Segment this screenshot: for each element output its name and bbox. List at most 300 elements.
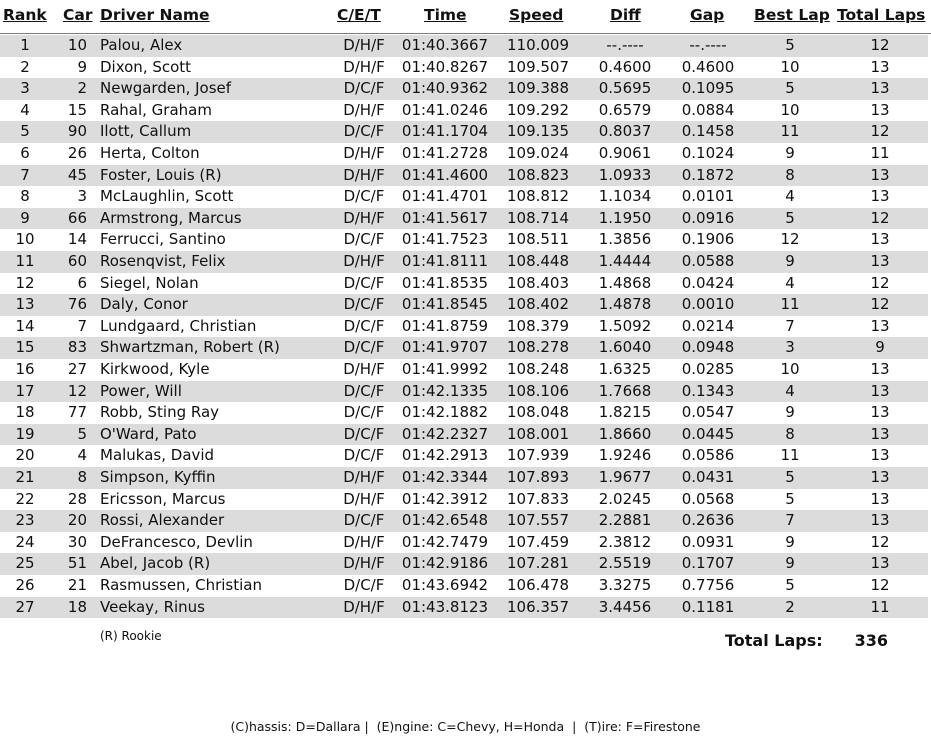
cell-cet: D/C/F — [343, 403, 385, 422]
cell-cet: D/H/F — [343, 100, 385, 119]
cell-rank: 1 — [20, 36, 30, 54]
cell-rank: 5 — [20, 122, 30, 141]
cell-cet: D/H/F — [343, 36, 385, 54]
header-cet: C/E/T — [337, 6, 381, 24]
cell-best-lap: 5 — [785, 79, 795, 98]
cell-cet: D/C/F — [343, 187, 385, 206]
cell-driver: Rahal, Graham — [100, 100, 212, 119]
table-row — [0, 186, 928, 208]
cell-diff: 0.9061 — [598, 144, 652, 162]
cell-rank: 13 — [15, 295, 35, 314]
cell-cet: D/H/F — [343, 208, 385, 227]
cell-time: 01:42.3344 — [401, 468, 489, 486]
cell-gap: 0.1458 — [681, 122, 735, 141]
cell-best-lap: 7 — [785, 316, 795, 335]
cell-gap: 0.1095 — [681, 79, 735, 98]
cell-car: 3 — [77, 187, 87, 206]
header-divider — [0, 33, 931, 34]
cell-speed: 108.402 — [506, 295, 570, 314]
cell-car: 5 — [77, 424, 87, 443]
cell-cet: D/H/F — [343, 597, 385, 616]
cell-total-laps: 9 — [875, 338, 885, 357]
cell-total-laps: 13 — [870, 554, 890, 573]
cell-best-lap: 8 — [785, 165, 795, 184]
table-row — [0, 100, 928, 122]
cell-cet: D/C/F — [343, 424, 385, 443]
cell-diff: 3.3275 — [598, 576, 652, 594]
cell-driver: Foster, Louis (R) — [100, 165, 222, 184]
cell-car: 90 — [67, 122, 87, 141]
cell-time: 01:42.3912 — [401, 489, 489, 508]
cell-rank: 22 — [15, 489, 35, 508]
cell-car: 27 — [67, 360, 87, 378]
cell-driver: Rasmussen, Christian — [100, 576, 262, 594]
cell-total-laps: 13 — [870, 468, 890, 486]
cell-time: 01:41.7523 — [401, 230, 489, 249]
header-car: Car — [63, 6, 93, 24]
cell-speed: 108.812 — [506, 187, 570, 206]
cell-gap: 0.0586 — [681, 446, 735, 465]
cell-cet: D/C/F — [343, 576, 385, 594]
header-best-lap: Best Lap — [754, 6, 830, 24]
cell-car: 7 — [77, 316, 87, 335]
cell-rank: 20 — [15, 446, 35, 465]
cell-diff: 1.9246 — [598, 446, 652, 465]
cell-total-laps: 12 — [870, 208, 890, 227]
cell-diff: 1.5092 — [598, 316, 652, 335]
cell-gap: 0.7756 — [681, 576, 735, 594]
cell-car: 4 — [77, 446, 87, 465]
cell-time: 01:42.1335 — [401, 381, 489, 400]
cell-cet: D/H/F — [343, 57, 385, 76]
cell-time: 01:40.3667 — [401, 36, 489, 54]
cell-gap: 0.2636 — [681, 511, 735, 530]
cell-cet: D/C/F — [343, 122, 385, 141]
cell-cet: D/H/F — [343, 360, 385, 378]
cell-total-laps: 13 — [870, 100, 890, 119]
header-time: Time — [424, 6, 467, 24]
cell-gap: 0.0884 — [681, 100, 735, 119]
cell-gap: 0.0101 — [681, 187, 735, 206]
cell-speed: 110.009 — [506, 36, 570, 54]
table-row — [0, 208, 928, 230]
table-row — [0, 489, 928, 511]
table-row — [0, 402, 928, 424]
cell-total-laps: 13 — [870, 381, 890, 400]
cell-speed: 107.893 — [506, 468, 570, 486]
cell-total-laps: 12 — [870, 36, 890, 54]
cell-cet: D/C/F — [343, 79, 385, 98]
cell-gap: 0.1906 — [681, 230, 735, 249]
cell-cet: D/H/F — [343, 554, 385, 573]
cell-rank: 7 — [20, 165, 30, 184]
cell-cet: D/C/F — [343, 273, 385, 292]
cell-gap: 0.0588 — [681, 252, 735, 270]
cell-car: 26 — [67, 144, 87, 162]
cell-driver: Kirkwood, Kyle — [100, 360, 210, 378]
cell-driver: Armstrong, Marcus — [100, 208, 242, 227]
cell-best-lap: 10 — [780, 100, 800, 119]
cell-gap: 0.0568 — [681, 489, 735, 508]
cell-driver: DeFrancesco, Devlin — [100, 532, 253, 551]
cell-speed: 108.248 — [506, 360, 570, 378]
cell-best-lap: 4 — [785, 381, 795, 400]
cell-car: 20 — [67, 511, 87, 530]
cell-car: 77 — [67, 403, 87, 422]
cell-car: 28 — [67, 489, 87, 508]
cell-time: 01:42.9186 — [401, 554, 489, 573]
table-row — [0, 143, 928, 165]
cell-rank: 14 — [15, 316, 35, 335]
cell-diff: 1.1034 — [598, 187, 652, 206]
cell-speed: 108.048 — [506, 403, 570, 422]
cell-rank: 17 — [15, 381, 35, 400]
cell-total-laps: 13 — [870, 165, 890, 184]
cell-time: 01:41.2728 — [401, 144, 489, 162]
cell-speed: 108.511 — [506, 230, 570, 249]
cell-diff: 1.6040 — [598, 338, 652, 357]
cell-cet: D/C/F — [343, 230, 385, 249]
cell-car: 60 — [67, 252, 87, 270]
header-diff: Diff — [610, 6, 641, 24]
cell-diff: 1.3856 — [598, 230, 652, 249]
cell-gap: --.---- — [689, 36, 727, 54]
cell-driver: Simpson, Kyffin — [100, 468, 216, 486]
cell-total-laps: 13 — [870, 230, 890, 249]
cell-rank: 6 — [20, 144, 30, 162]
cell-driver: McLaughlin, Scott — [100, 187, 234, 206]
table-row — [0, 445, 928, 467]
cell-diff: 1.4878 — [598, 295, 652, 314]
table-row — [0, 273, 928, 295]
cell-diff: 1.9677 — [598, 468, 652, 486]
cell-time: 01:41.5617 — [401, 208, 489, 227]
cell-cet: D/C/F — [343, 381, 385, 400]
cell-best-lap: 7 — [785, 511, 795, 530]
cell-best-lap: 5 — [785, 489, 795, 508]
table-row — [0, 251, 928, 273]
header-total-laps: Total Laps — [837, 6, 926, 24]
cell-driver: Robb, Sting Ray — [100, 403, 220, 422]
cell-car: 12 — [67, 381, 87, 400]
cell-diff: 1.0933 — [598, 165, 652, 184]
cell-cet: D/H/F — [343, 252, 385, 270]
cell-total-laps: 13 — [870, 79, 890, 98]
cell-speed: 108.403 — [506, 273, 570, 292]
cell-cet: D/H/F — [343, 532, 385, 551]
table-row — [0, 575, 928, 597]
cell-best-lap: 10 — [780, 360, 800, 378]
table-row — [0, 316, 928, 338]
cell-driver: Ilott, Callum — [100, 122, 192, 141]
cell-total-laps: 12 — [870, 532, 890, 551]
table-row — [0, 229, 928, 251]
cell-diff: 1.4444 — [598, 252, 652, 270]
cell-car: 18 — [67, 597, 87, 616]
cell-best-lap: 11 — [780, 446, 800, 465]
total-laps-value: 336 — [854, 631, 888, 650]
cell-rank: 12 — [15, 273, 35, 292]
cell-speed: 106.357 — [506, 597, 570, 616]
cell-car: 76 — [67, 295, 87, 314]
cell-gap: 0.1872 — [681, 165, 735, 184]
cell-time: 01:42.7479 — [401, 532, 489, 551]
cell-gap: 0.1343 — [681, 381, 735, 400]
cell-speed: 107.557 — [506, 511, 570, 530]
cell-car: 14 — [67, 230, 87, 249]
cell-diff: 0.4600 — [598, 57, 652, 76]
cell-speed: 107.833 — [506, 489, 570, 508]
cell-time: 01:40.8267 — [401, 57, 489, 76]
cell-driver: Ferrucci, Santino — [100, 230, 226, 249]
cell-speed: 108.448 — [506, 252, 570, 270]
cell-driver: Shwartzman, Robert (R) — [100, 338, 280, 357]
cell-diff: 1.4868 — [598, 273, 652, 292]
cell-time: 01:42.1882 — [401, 403, 489, 422]
cell-time: 01:41.0246 — [401, 100, 489, 119]
cell-time: 01:40.9362 — [401, 79, 489, 98]
cell-total-laps: 13 — [870, 187, 890, 206]
cell-best-lap: 3 — [785, 338, 795, 357]
cell-time: 01:41.8535 — [401, 273, 489, 292]
cell-car: 8 — [77, 468, 87, 486]
cell-best-lap: 8 — [785, 424, 795, 443]
cell-cet: D/C/F — [343, 316, 385, 335]
cell-speed: 108.379 — [506, 316, 570, 335]
cell-total-laps: 13 — [870, 252, 890, 270]
cell-gap: 0.0431 — [681, 468, 735, 486]
cell-speed: 108.278 — [506, 338, 570, 357]
cell-car: 9 — [77, 57, 87, 76]
cell-gap: 0.0931 — [681, 532, 735, 551]
cell-rank: 27 — [15, 597, 35, 616]
cell-speed: 106.478 — [506, 576, 570, 594]
cell-best-lap: 9 — [785, 532, 795, 551]
cell-best-lap: 2 — [785, 597, 795, 616]
cell-cet: D/C/F — [343, 446, 385, 465]
cell-time: 01:41.8759 — [401, 316, 489, 335]
rookie-note: (R) Rookie — [100, 629, 162, 643]
table-row — [0, 532, 928, 554]
cell-gap: 0.0948 — [681, 338, 735, 357]
cell-time: 01:43.6942 — [401, 576, 489, 594]
cell-speed: 109.292 — [506, 100, 570, 119]
table-row — [0, 165, 928, 187]
cell-diff: 0.8037 — [598, 122, 652, 141]
cell-speed: 109.135 — [506, 122, 570, 141]
cell-rank: 23 — [15, 511, 35, 530]
total-laps-label: Total Laps: — [725, 631, 823, 650]
cell-car: 2 — [77, 79, 87, 98]
table-row — [0, 467, 928, 489]
cell-cet: D/H/F — [343, 489, 385, 508]
cell-cet: D/H/F — [343, 144, 385, 162]
cell-car: 10 — [67, 36, 87, 54]
cell-driver: Malukas, David — [100, 446, 215, 465]
cell-diff: --.---- — [606, 36, 644, 54]
cell-rank: 26 — [15, 576, 35, 594]
cell-diff: 1.1950 — [598, 208, 652, 227]
cell-car: 15 — [67, 100, 87, 119]
cell-time: 01:41.9707 — [401, 338, 489, 357]
cell-car: 30 — [67, 532, 87, 551]
cell-cet: D/C/F — [343, 338, 385, 357]
table-row — [0, 78, 928, 100]
cell-total-laps: 12 — [870, 122, 890, 141]
cell-time: 01:41.8545 — [401, 295, 489, 314]
cell-diff: 0.6579 — [598, 100, 652, 119]
cell-cet: D/C/F — [343, 511, 385, 530]
cell-gap: 0.0547 — [681, 403, 735, 422]
cell-driver: Newgarden, Josef — [100, 79, 232, 98]
cell-speed: 109.507 — [506, 57, 570, 76]
table-row — [0, 294, 928, 316]
cell-driver: Rosenqvist, Felix — [100, 252, 226, 270]
cell-rank: 2 — [20, 57, 30, 76]
cell-driver: Daly, Conor — [100, 295, 188, 314]
cell-diff: 2.0245 — [598, 489, 652, 508]
cell-total-laps: 11 — [870, 597, 890, 616]
cell-time: 01:41.8111 — [401, 252, 489, 270]
cell-speed: 108.714 — [506, 208, 570, 227]
table-row — [0, 553, 928, 575]
cell-total-laps: 13 — [870, 489, 890, 508]
cell-total-laps: 13 — [870, 57, 890, 76]
cell-driver: Power, Will — [100, 381, 182, 400]
cell-total-laps: 13 — [870, 424, 890, 443]
cell-speed: 109.388 — [506, 79, 570, 98]
cell-total-laps: 13 — [870, 446, 890, 465]
cell-diff: 0.5695 — [598, 79, 652, 98]
cell-speed: 107.939 — [506, 446, 570, 465]
cell-best-lap: 11 — [780, 295, 800, 314]
cell-gap: 0.0285 — [681, 360, 735, 378]
cell-car: 21 — [67, 576, 87, 594]
cell-best-lap: 9 — [785, 252, 795, 270]
cell-total-laps: 11 — [870, 144, 890, 162]
cell-speed: 108.001 — [506, 424, 570, 443]
header-speed: Speed — [509, 6, 564, 24]
cell-speed: 107.459 — [506, 532, 570, 551]
table-row — [0, 121, 928, 143]
cell-speed: 108.106 — [506, 381, 570, 400]
cell-best-lap: 11 — [780, 122, 800, 141]
cell-gap: 0.0424 — [681, 273, 735, 292]
cell-gap: 0.0010 — [681, 295, 735, 314]
cell-rank: 3 — [20, 79, 30, 98]
cell-driver: Rossi, Alexander — [100, 511, 225, 530]
cell-driver: Abel, Jacob (R) — [100, 554, 211, 573]
cell-car: 51 — [67, 554, 87, 573]
cell-gap: 0.0445 — [681, 424, 735, 443]
cell-best-lap: 5 — [785, 576, 795, 594]
cell-gap: 0.4600 — [681, 57, 735, 76]
cell-total-laps: 13 — [870, 360, 890, 378]
cell-car: 6 — [77, 273, 87, 292]
cell-speed: 108.823 — [506, 165, 570, 184]
cell-diff: 1.8215 — [598, 403, 652, 422]
cell-driver: Veekay, Rinus — [100, 597, 205, 616]
cell-total-laps: 13 — [870, 403, 890, 422]
cell-rank: 18 — [15, 403, 35, 422]
cell-best-lap: 4 — [785, 273, 795, 292]
cet-legend: (C)hassis: D=Dallara | (E)ngine: C=Chevy, H=Honda | (T)ire: F=Firestone — [230, 719, 701, 734]
cell-best-lap: 5 — [785, 468, 795, 486]
cell-car: 83 — [67, 338, 87, 357]
cell-driver: Ericsson, Marcus — [100, 489, 226, 508]
table-row — [0, 510, 928, 532]
cell-total-laps: 12 — [870, 295, 890, 314]
cell-rank: 11 — [15, 252, 35, 270]
cell-rank: 4 — [20, 100, 30, 119]
cell-gap: 0.0214 — [681, 316, 735, 335]
table-row — [0, 57, 928, 79]
cell-time: 01:41.4701 — [401, 187, 489, 206]
cell-time: 01:42.2327 — [401, 424, 489, 443]
cell-cet: D/H/F — [343, 165, 385, 184]
header-rank: Rank — [3, 6, 47, 24]
cell-diff: 3.4456 — [598, 597, 652, 616]
cell-rank: 24 — [15, 532, 35, 551]
cell-rank: 10 — [15, 230, 35, 249]
cell-car: 66 — [67, 208, 87, 227]
cell-rank: 19 — [15, 424, 35, 443]
cell-diff: 2.3812 — [598, 532, 652, 551]
cell-best-lap: 10 — [780, 57, 800, 76]
cell-diff: 2.2881 — [598, 511, 652, 530]
table-row — [0, 597, 928, 619]
cell-total-laps: 12 — [870, 273, 890, 292]
header-driver-name: Driver Name — [100, 6, 210, 24]
table-row — [0, 337, 928, 359]
table-row — [0, 35, 928, 57]
cell-rank: 8 — [20, 187, 30, 206]
cell-time: 01:41.9992 — [401, 360, 489, 378]
cell-time: 01:41.1704 — [401, 122, 489, 141]
cell-rank: 15 — [15, 338, 35, 357]
cell-rank: 21 — [15, 468, 35, 486]
cell-rank: 16 — [15, 360, 35, 378]
cell-rank: 25 — [15, 554, 35, 573]
cell-speed: 109.024 — [506, 144, 570, 162]
cell-driver: Dixon, Scott — [100, 57, 192, 76]
cell-diff: 2.5519 — [598, 554, 652, 573]
table-row — [0, 424, 928, 446]
cell-best-lap: 5 — [785, 36, 795, 54]
cell-driver: Lundgaard, Christian — [100, 316, 257, 335]
cell-cet: D/C/F — [343, 295, 385, 314]
cell-time: 01:43.8123 — [401, 597, 489, 616]
cell-best-lap: 12 — [780, 230, 800, 249]
cell-best-lap: 9 — [785, 403, 795, 422]
cell-best-lap: 4 — [785, 187, 795, 206]
cell-total-laps: 13 — [870, 511, 890, 530]
cell-driver: Palou, Alex — [100, 36, 183, 54]
cell-best-lap: 9 — [785, 144, 795, 162]
cell-driver: Herta, Colton — [100, 144, 200, 162]
cell-best-lap: 5 — [785, 208, 795, 227]
cell-speed: 107.281 — [506, 554, 570, 573]
cell-time: 01:42.2913 — [401, 446, 489, 465]
cell-rank: 9 — [20, 208, 30, 227]
cell-gap: 0.1707 — [681, 554, 735, 573]
cell-diff: 1.6325 — [598, 360, 652, 378]
cell-driver: O'Ward, Pato — [100, 424, 197, 443]
cell-driver: Siegel, Nolan — [100, 273, 199, 292]
cell-diff: 1.8660 — [598, 424, 652, 443]
cell-time: 01:41.4600 — [401, 165, 489, 184]
table-row — [0, 381, 928, 403]
